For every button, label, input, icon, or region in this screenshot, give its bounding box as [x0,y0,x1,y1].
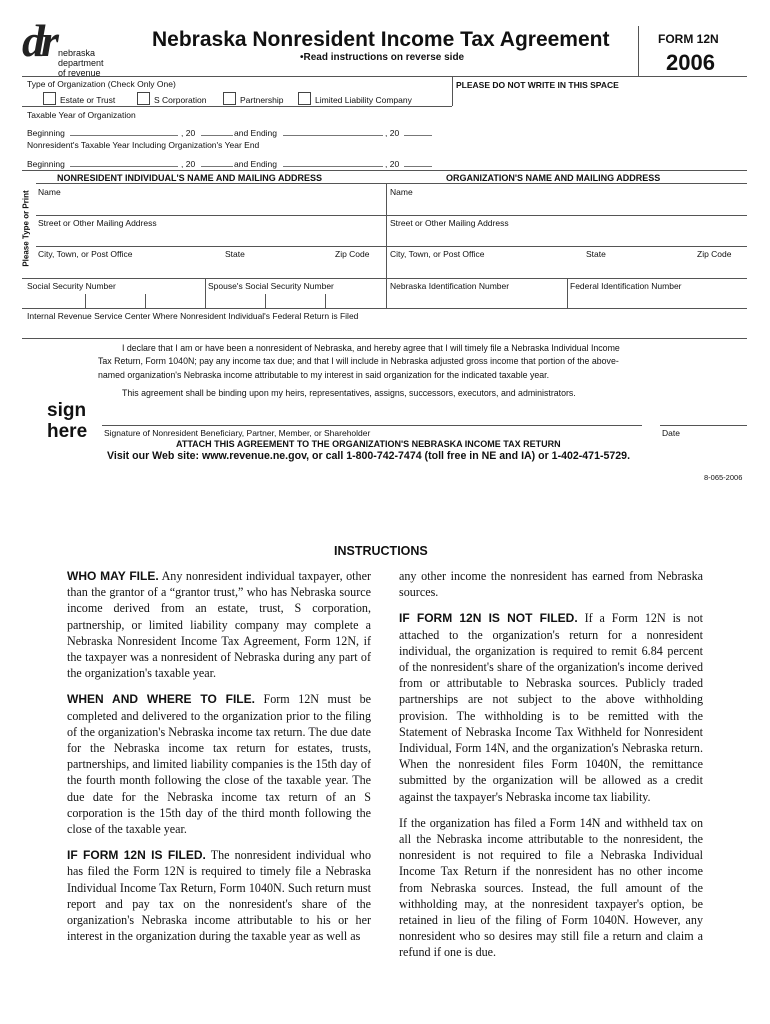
form-number: 8-065-2006 [704,473,743,482]
individual-name-label: Name [38,187,61,197]
withheld-body: If the organization has filed a Form 14N and withheld tax on all the Nebraska income attributable to the nonresident, the nonresident is not required to file a Nebraska Individual Income Tax Return if the nonresident has no other income from Nebraska sources. Instead, the full amount of the withholding may, at the nonresident taxpayer's option, be retained in lieu of the filing of Form 1040N. However, any nonresident who so desires may still file a return and claim a refund if one is due. [399,815,703,960]
spouse-ssn-label: Spouse's Social Security Number [208,281,334,291]
logo-mark: dr [22,15,55,66]
when-where-heading: WHEN AND WHERE TO FILE. [67,692,255,707]
signature-caption: Signature of Nonresident Beneficiary, Partner, Member, or Shareholder [104,428,371,438]
organization-street-label: Street or Other Mailing Address [390,218,509,228]
nonres-end-year-field[interactable] [404,166,432,167]
individual-name-field[interactable] [36,215,386,216]
date-caption: Date [662,428,680,438]
binding-statement: This agreement shall be binding upon my heirs, representatives, assigns, successors, executors, and administrators. [122,388,576,398]
if-not-filed-body: If a Form 12N is not attached to the organization's return for a nonresident individual, the organization is required to remit 6.84 percent of the nonresident's share of the organization's income derived from or attributable to Nebraska sources. Publicly traded partnerships are not subject to the above withholding provision. The withholding is to be remitted with the Statement of Nebraska Income Tax Withheld for Nonresident Individual, Form 14N, and the organization's Nebraska return. When the nonresident files Form 1040N, the remittance submitted by the organization will be allowed as a credit against the taxpayer's Nebraska income tax liability. [399,611,703,804]
who-may-file-body: Any nonresident individual taxpayer, other than the grantor of a “grantor trust,” who has Nebraska source income derived from an estate, trust, S corporation, partnership, or limited liability company may complete a Nebraska Nonresident Income Tax Agreement, Form 12N, if the taxpayer was a nonresident of Nebraska during any part of the organization's taxable year. [67,569,371,681]
here-label: here [47,421,88,442]
office-use-note: PLEASE DO NOT WRITE IN THIS SPACE [456,80,619,90]
form-label: FORM 12N [658,32,719,46]
org-begin-date-field[interactable] [70,135,178,136]
nonresident-year-label: Nonresident's Taxable Year Including Organization's Year End [27,140,260,150]
instructions-title: INSTRUCTIONS [334,544,428,558]
s-corporation-checkbox[interactable] [137,92,150,105]
sign-label: sign [47,400,87,421]
individual-street-label: Street or Other Mailing Address [38,218,157,228]
individual-zip-label: Zip Code [335,249,370,259]
estate-trust-checkbox[interactable] [43,92,56,105]
organization-city-label: City, Town, or Post Office [390,249,485,259]
when-where-paragraph [67,691,371,837]
ssn-separator-1 [85,294,86,308]
declaration-line-1: I declare that I am or have been a nonresident of Nebraska, and hereby agree that I will timely file a Nebraska Individual Income [122,343,620,353]
beginning-label-1: Beginning [27,128,65,138]
end-year-prefix-2: , 20 [385,159,400,169]
irs-center-label: Internal Revenue Service Center Where Nonresident Individual's Federal Return is Filed [27,311,359,321]
estate-trust-label: Estate or Trust [60,95,116,105]
org-end-date-field[interactable] [283,135,383,136]
partnership-checkbox[interactable] [223,92,236,105]
org-type-label: Type of Organization (Check Only One) [27,79,176,89]
website-contact: Visit our Web site: www.revenue.ne.gov, or call 1-800-742-7474 (toll free in NE and IA) or 1-402-471-5729. [107,450,631,462]
continued-paragraph [399,568,703,600]
logo-line-2: department [58,58,104,68]
beginning-label-2: Beginning [27,159,65,169]
form-title: Nebraska Nonresident Income Tax Agreement [152,28,610,51]
withheld-paragraph [399,815,703,961]
when-where-body: Form 12N must be completed and delivered to the organization prior to the filing of the organization's Nebraska income tax return. The due date for the Nebraska income tax return for estates, trusts, partnerships, and limited liability companies is the 15th day of the fourth month following the close of the taxable year. The due date for the Nebraska income tax return of an S corporation is the 15th day of the third month following the close of the taxable year. [67,692,371,837]
instructions-right-column [399,568,703,971]
organization-state-label: State [586,249,606,259]
spouse-ssn-separator-1 [265,294,266,308]
and-ending-label-1: and Ending [234,128,278,138]
instructions-left-column [67,568,371,954]
ne-id-label: Nebraska Identification Number [390,281,510,291]
who-may-file-paragraph [67,568,371,681]
form-subtitle: •Read instructions on reverse side [300,52,465,63]
individual-city-label: City, Town, or Post Office [38,249,133,259]
logo-line-1: nebraska [58,48,96,58]
irs-center-field[interactable] [22,338,747,339]
organization-name-field[interactable] [386,215,747,216]
taxable-year-label: Taxable Year of Organization [27,110,136,120]
organization-heading: ORGANIZATION'S NAME AND MAILING ADDRESS [446,173,661,183]
individual-street-field[interactable] [36,246,386,247]
continued-body: any other income the nonresident has earned from Nebraska sources. [399,569,703,600]
attach-notice: ATTACH THIS AGREEMENT TO THE ORGANIZATION'S NEBRASKA INCOME TAX RETURN [176,439,561,449]
spouse-ssn-separator-2 [325,294,326,308]
fed-id-label: Federal Identification Number [570,281,682,291]
llc-checkbox[interactable] [298,92,311,105]
s-corporation-label: S Corporation [154,95,207,105]
nonres-begin-date-field[interactable] [70,166,178,167]
ssn-label: Social Security Number [27,281,116,291]
partnership-label: Partnership [240,95,284,105]
organization-street-field[interactable] [386,246,747,247]
nonres-end-date-field[interactable] [283,166,383,167]
organization-zip-label: Zip Code [697,249,732,259]
if-not-filed-heading: IF FORM 12N IS NOT FILED. [399,611,578,626]
llc-label: Limited Liability Company [315,95,412,105]
if-filed-heading: IF FORM 12N IS FILED. [67,848,206,863]
organization-name-label: Name [390,187,413,197]
type-or-print-label: Please Type or Print [21,190,31,267]
logo-line-3: of revenue [58,68,101,78]
begin-year-prefix-2: , 20 [181,159,196,169]
and-ending-label-2: and Ending [234,159,278,169]
nonres-begin-year-field[interactable] [201,166,233,167]
if-filed-paragraph [67,847,371,944]
if-not-filed-paragraph [399,610,703,804]
signature-field[interactable] [102,425,642,426]
if-filed-body: The nonresident individual who has filed the Form 12N is required to timely file a Nebraska Individual Income Tax Return, Form 1040N. Such return must report and pay tax on the nonresident's share of the organization's Nebraska income attributable to his or her interest in the organization during the taxable year as well as [67,848,371,944]
begin-year-prefix-1: , 20 [181,128,196,138]
individual-state-label: State [225,249,245,259]
end-year-prefix-1: , 20 [385,128,400,138]
org-begin-year-field[interactable] [201,135,233,136]
org-end-year-field[interactable] [404,135,432,136]
individual-heading: NONRESIDENT INDIVIDUAL'S NAME AND MAILING ADDRESS [57,173,322,183]
declaration-line-3: named organization's Nebraska income attributable to my interest in said organization for the indicated taxable year. [98,369,550,380]
date-field[interactable] [660,425,747,426]
who-may-file-heading: WHO MAY FILE. [67,569,159,583]
declaration-line-2: Tax Return, Form 1040N; pay any income tax due; and that I will include in Nebraska adjusted gross income that portion of the above- [98,356,619,367]
ssn-separator-2 [145,294,146,308]
form-year: 2006 [666,50,715,75]
department-logo [22,15,104,78]
